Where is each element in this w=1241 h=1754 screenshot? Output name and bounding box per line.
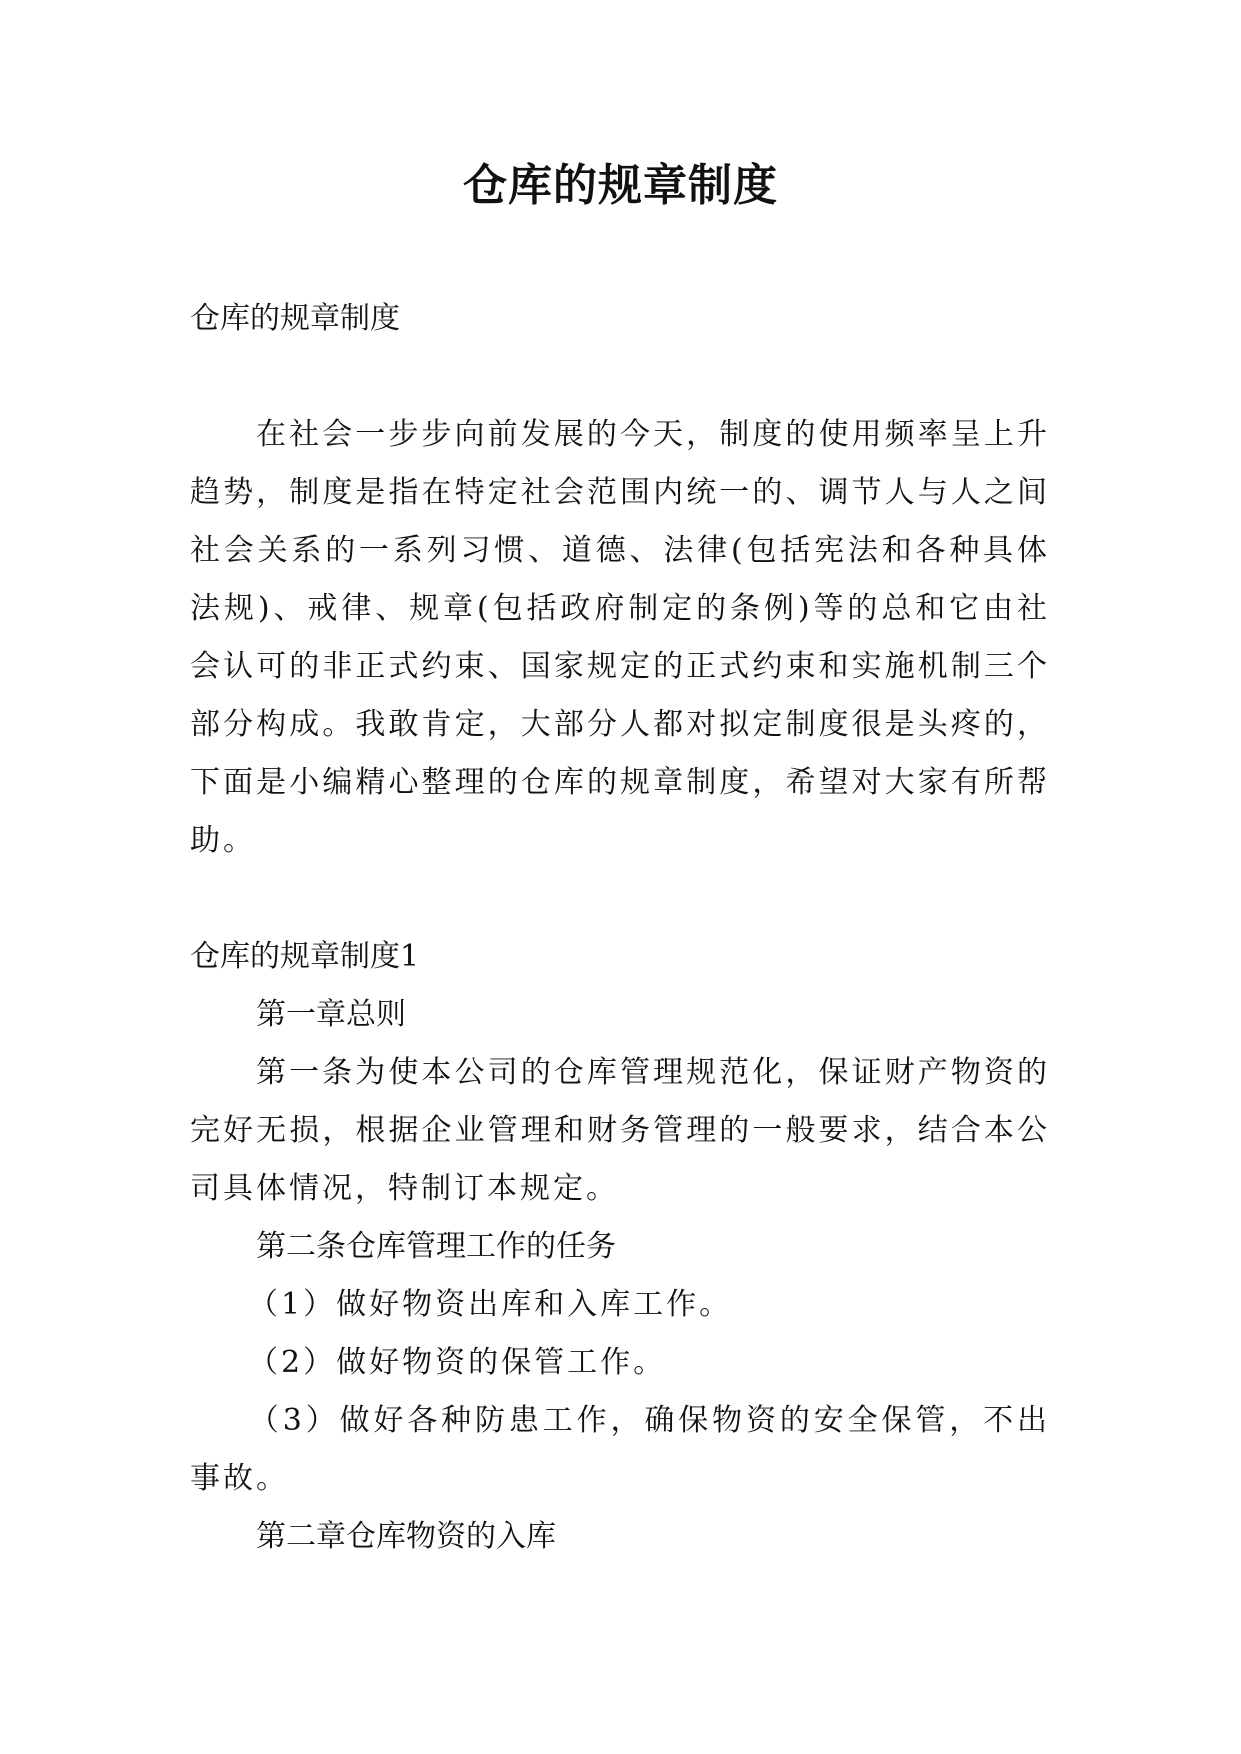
spacer — [190, 870, 1050, 928]
task-item: （1）做好物资出库和入库工作。 — [248, 1287, 733, 1322]
intro-paragraph: 在社会一步步向前发展的今天，制度的使用频率呈上升趋势，制度是指在特定社会范围内统一的、调节人与人之间社会关系的一系列习惯、道德、法律(包括宪法和各种具体法规)、戒律、规章(包括政府制定的条例)等的总和它由社会认可的非正式约束、国家规定的正式约束和实施机制三个部分构成。我敢肯定，大部分人都对拟定制度很是头疼的，下面是小编精心整理的仓库的规章制度，希望对大家有所帮助。 — [190, 417, 1050, 858]
spacer — [190, 348, 1050, 406]
chapter-heading: 第二章仓库物资的入库 — [256, 1519, 556, 1554]
task-item — [190, 1392, 1050, 1508]
document-title: 仓库的规章制度 — [463, 160, 778, 211]
article-heading: 第二条仓库管理工作的任务 — [256, 1229, 616, 1264]
task-item-text: （3）做好各种防患工作，确保物资的安全保管，不出事故。 — [190, 1403, 1050, 1496]
subtitle: 仓库的规章制度 — [190, 301, 400, 336]
document-body — [190, 290, 1050, 1566]
task-item: （2）做好物资的保管工作。 — [248, 1345, 667, 1380]
chapter-heading: 第一章总则 — [256, 997, 406, 1032]
section-heading: 仓库的规章制度1 — [190, 939, 420, 974]
article-paragraph: 第一条为使本公司的仓库管理规范化，保证财产物资的完好无损，根据企业管理和财务管理的一般要求，结合本公司具体情况，特制订本规定。 — [190, 1055, 1050, 1206]
